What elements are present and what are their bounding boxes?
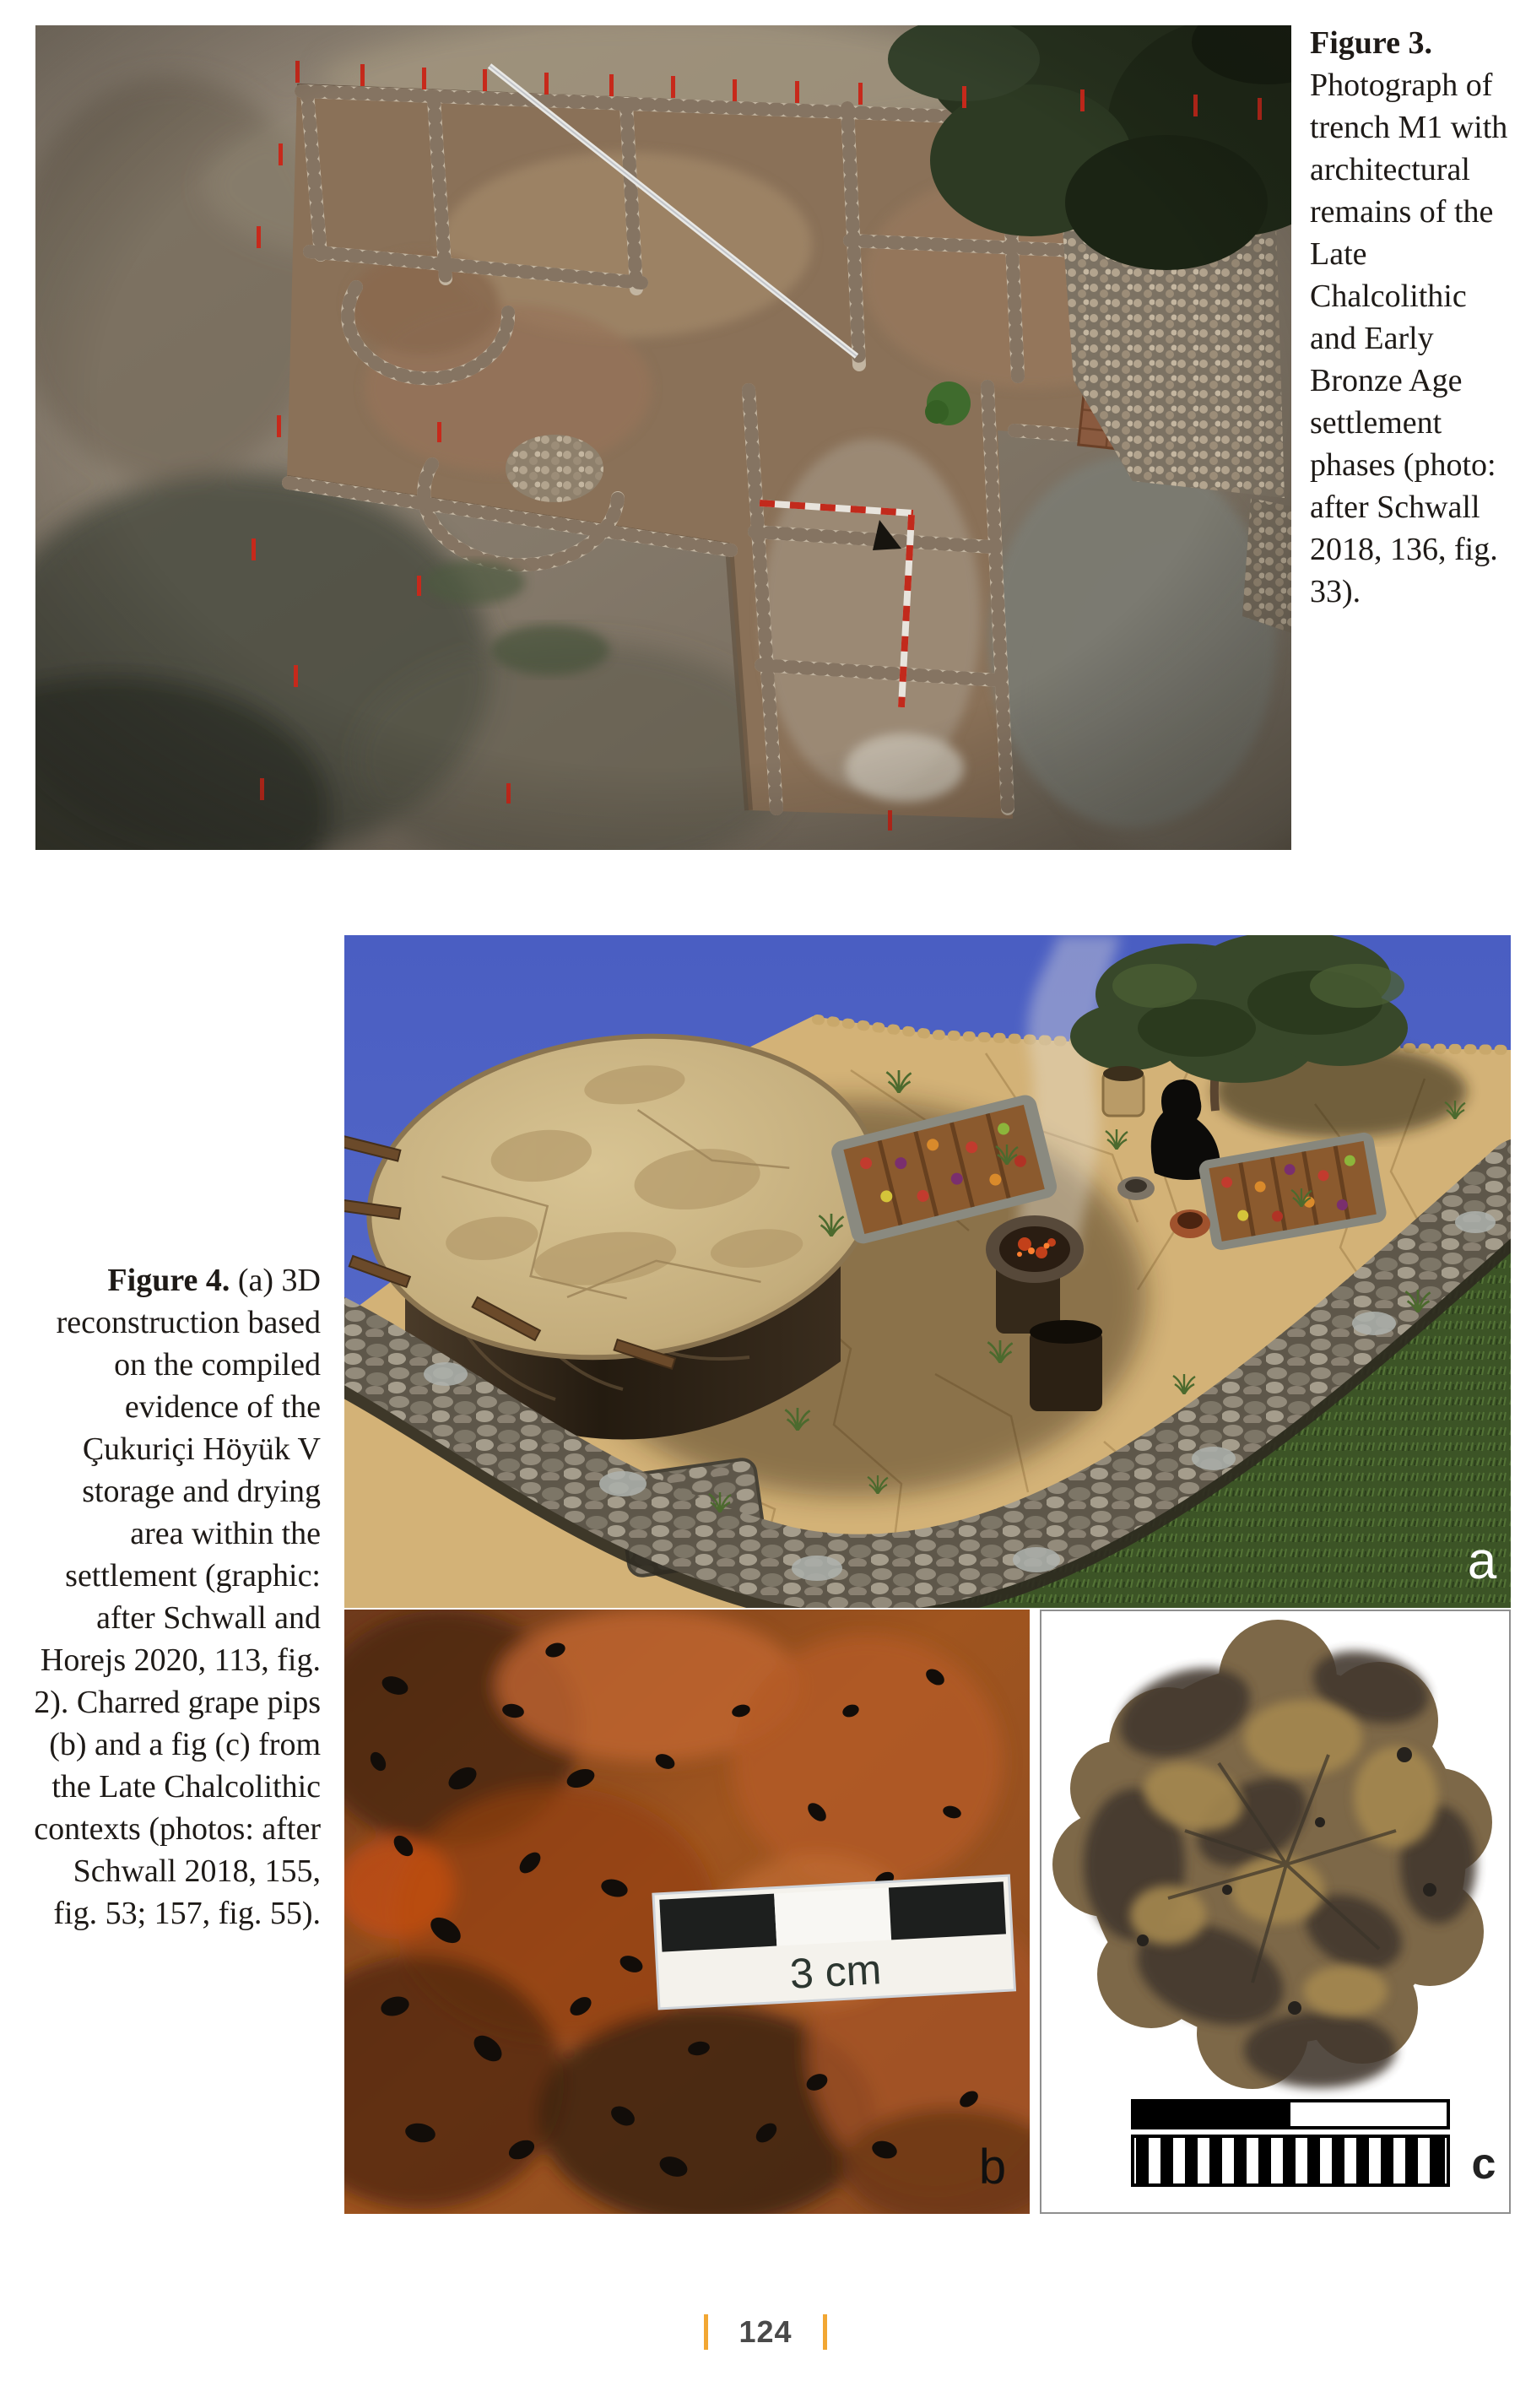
footer-bar-left [704, 2314, 708, 2350]
charred-fig-image [1041, 1611, 1509, 2212]
vignette [35, 25, 1291, 850]
basket [1103, 1066, 1144, 1116]
figure3-caption [1310, 22, 1521, 613]
figure3-photo [35, 25, 1291, 850]
fire-pit [986, 1215, 1084, 1283]
panel-b-label: b [978, 2140, 1007, 2194]
page-number: 124 [738, 2314, 793, 2349]
figure4-label: Figure 4. [107, 1263, 230, 1298]
figure4-caption-text: (a) 3D reconstruction based on the compiled evidence of the Çukuriçi Höyük V storage and drying area within the settlement (graphic: after Schwall and Horejs 2020, 113, fig. 2). Charred grape pips (b) and a fig (c) from the Late Chalcolithic contexts (photos: after Schwall 2018, 155, fig. 53; 157, fig. 55). [34, 1263, 321, 1931]
scale-bar [1133, 2101, 1448, 2185]
scale-card-text: 3 cm [788, 1945, 883, 1998]
panel-c-label: c [1471, 2140, 1496, 2189]
charred-fig [1052, 1620, 1492, 2089]
figure3-label: Figure 3. [1310, 25, 1432, 61]
scale-card [653, 1875, 1015, 2009]
panel-a-label: a [1467, 1532, 1497, 1590]
figure4-panel-a-reconstruction [344, 935, 1511, 1608]
footer-bar-right [823, 2314, 827, 2350]
figure4-panel-c-fig [1040, 1610, 1511, 2214]
figure4-panel-b-grape-pips [344, 1610, 1030, 2214]
figure3-caption-text: Photograph of trench M1 with architectural remains of the Late Chalcolithic and Early Bronze Age settlement phases (photo: after Schwall 2018, 136, fig. 33). [1310, 68, 1508, 609]
page-footer [0, 2311, 1531, 2353]
figure4-caption [24, 1259, 321, 1935]
